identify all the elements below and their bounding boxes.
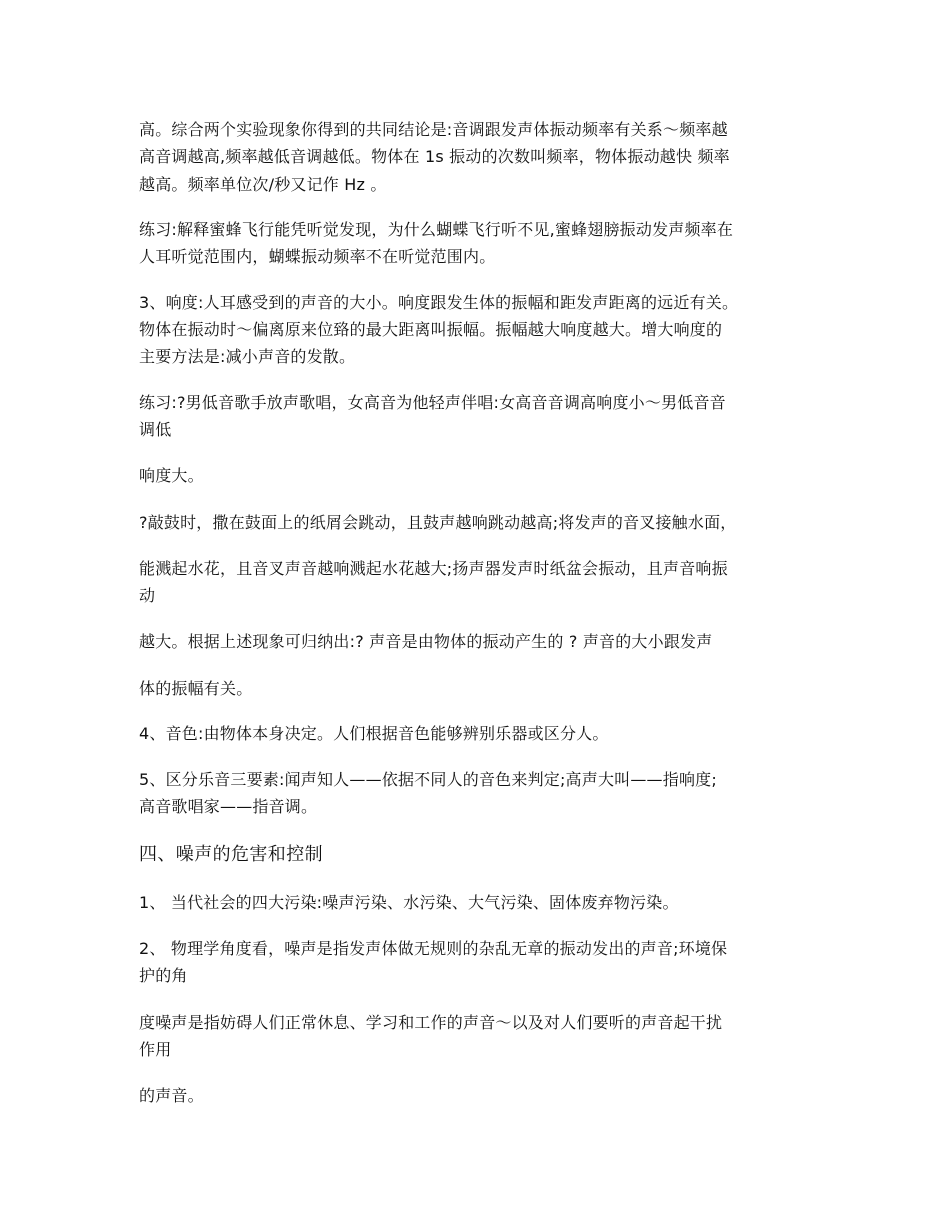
text-line: 响度大。 bbox=[139, 466, 204, 485]
text-line: 4、音色:由物体本身决定。人们根据音色能够辨别乐器或区分人。 bbox=[139, 724, 609, 743]
text-line: ?敲鼓时，撒在鼓面上的纸屑会跳动，且鼓声越响跳动越高;将发声的音叉接触水面， bbox=[139, 513, 737, 532]
text-line: 越大。根据上述现象可归纳出:? 声音是由物体的振动产生的 ? 声音的大小跟发声 bbox=[139, 632, 713, 651]
text-line: 高音歌唱家——指音调。 bbox=[139, 797, 318, 816]
text-line: 护的角 bbox=[139, 966, 188, 985]
text-line: 练习:解释蜜蜂飞行能凭听觉发现，为什么蝴蝶飞行听不见,蜜蜂翅膀振动发声频率在 bbox=[139, 220, 734, 239]
text-line: 5、区分乐音三要素:闻声知人——依据不同人的音色来判定;高声大叫——指响度; bbox=[139, 770, 717, 789]
text-line: 的声音。 bbox=[139, 1086, 204, 1105]
text-line: 越高。频率单位次/秒又记作 Hz 。 bbox=[139, 175, 387, 194]
text-line: 练习:?男低音歌手放声歌唱，女高音为他轻声伴唱:女高音音调高响度小～男低音音 bbox=[139, 393, 726, 412]
text-line: 物体在振动时～偏离原来位臵的最大距离叫振幅。振幅越大响度越大。增大响度的 bbox=[139, 320, 723, 339]
text-line: 调低 bbox=[139, 420, 172, 439]
text-line: 高音调越高,频率越低音调越低。物体在 1s 振动的次数叫频率，物体振动越快 频率 bbox=[139, 147, 730, 166]
text-line: 能溅起水花，且音叉声音越响溅起水花越大;扬声器发声时纸盆会振动，且声音响振 bbox=[139, 559, 728, 578]
text-line: 高。综合两个实验现象你得到的共同结论是:音调跟发声体振动频率有关系～频率越 bbox=[139, 120, 728, 139]
text-line: 3、响度:人耳感受到的声音的大小。响度跟发生体的振幅和距发声距离的远近有关。 bbox=[139, 293, 739, 312]
text-line: 作用 bbox=[139, 1040, 172, 1059]
text-line: 体的振幅有关。 bbox=[139, 679, 253, 698]
text-line: 主要方法是:减小声音的发散。 bbox=[139, 347, 356, 366]
text-line: 2、 物理学角度看，噪声是指发声体做无规则的杂乱无章的振动发出的声音;环境保 bbox=[139, 939, 728, 958]
text-line: 度噪声是指妨碍人们正常休息、学习和工作的声音～以及对人们要听的声音起干扰 bbox=[139, 1013, 723, 1032]
text-line: 动 bbox=[139, 586, 156, 605]
text-line: 1、 当代社会的四大污染:噪声污染、水污染、大气污染、固体废弃物污染。 bbox=[139, 893, 679, 912]
text-line: 人耳听觉范围内，蝴蝶振动频率不在听觉范围内。 bbox=[139, 247, 496, 266]
section-heading: 四、噪声的危害和控制 bbox=[139, 844, 323, 865]
